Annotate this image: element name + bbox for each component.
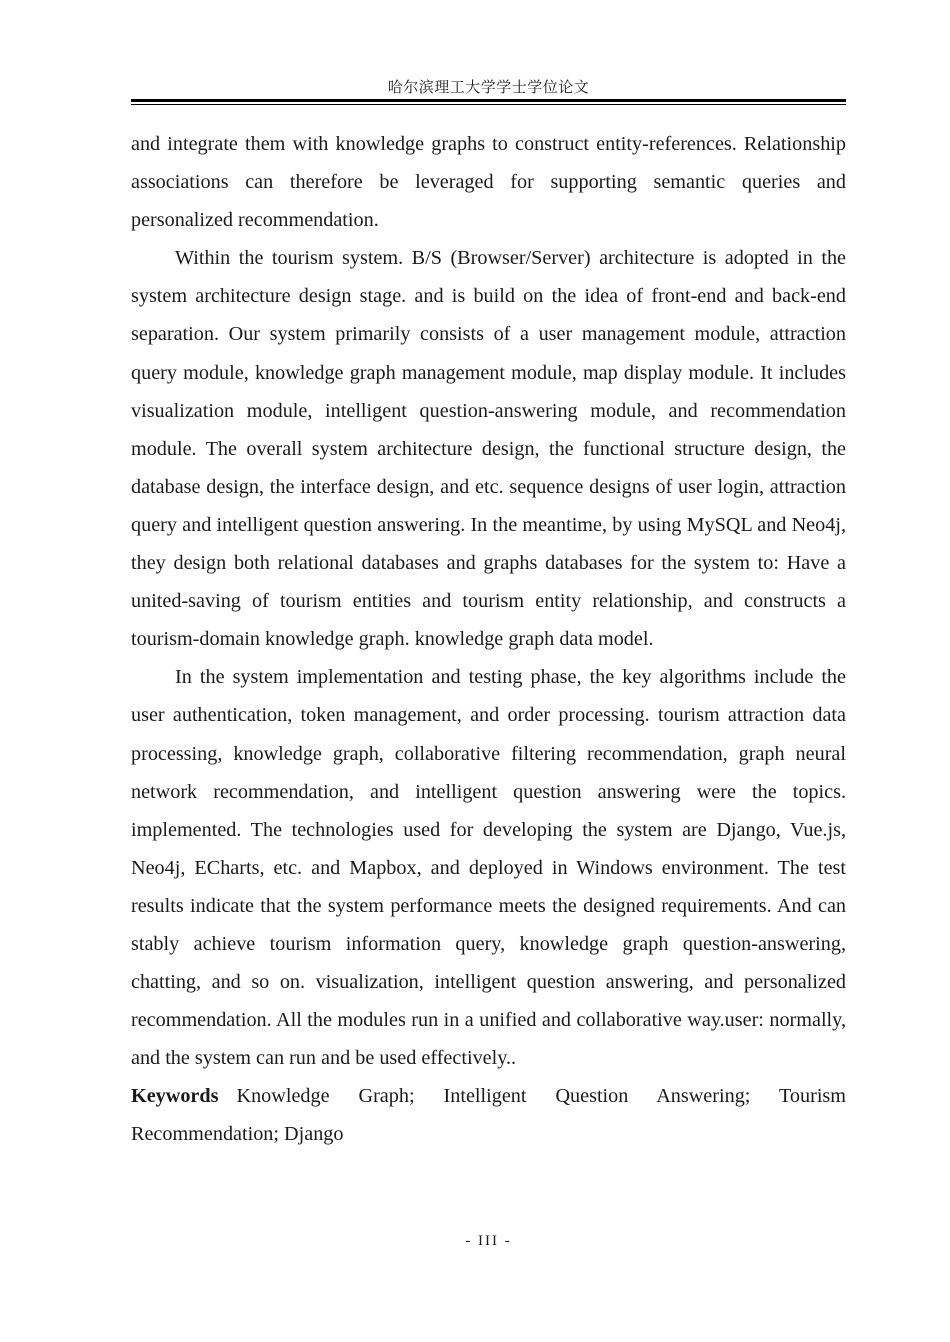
- page-number: - III -: [465, 1233, 512, 1249]
- paragraph-continuation: and integrate them with knowledge graphs to construct entity-references. Relationship associations can therefore be leveraged for supporting semantic queries and personalized recommendation.: [131, 133, 846, 232]
- keywords-label: Keywords: [131, 1085, 219, 1108]
- paragraph-implementation: In the system implementation and testing phase, the key algorithms include the user authentication, token management, and order processing. tourism attraction data processing, knowledge graph, collaborative filtering recommendation, graph neural network recommendation, and intelligent question answering were the topics. implemented. The technologies used for developing the system are Django, Vue.js, Neo4j, ECharts, etc. and Mapbox, and deployed in Windows environment. The test results indicate that the system performance meets the designed requirements. And can stably achieve tourism information query, knowledge graph question-answering, chatting, and so on. visualization, intelligent question answering, and personalized recommendation. All the modules run in a unified and collaborative way.user: normally, and the system can run and be used effectively..: [131, 666, 846, 1070]
- running-header: 哈尔滨理工大学学士学位论文: [387, 80, 590, 96]
- keywords-line: [131, 1077, 846, 1153]
- abstract-body: [131, 125, 846, 1154]
- paragraph-architecture: Within the tourism system. B/S (Browser/Server) architecture is adopted in the system architecture design stage. and is build on the idea of front-end and back-end separation. Our system primarily consists of a user management module, attraction query module, knowledge graph management module, map display module. It includes visualization module, intelligent question-answering module, and recommendation module. The overall system architecture design, the functional structure design, the database design, the interface design, and etc. sequence designs of user login, attraction query and intelligent question answering. In the meantime, by using MySQL and Neo4j, they design both relational databases and graphs databases for the system to: Have a united-saving of tourism entities and tourism entity relationship, and constructs a tourism-domain knowledge graph. knowledge graph data model.: [131, 247, 846, 651]
- header-rule-thick: [131, 99, 846, 102]
- header-rule-thin: [131, 104, 846, 105]
- keywords-text: Knowledge Graph; Intelligent Question Answering; Tourism Recommendation; Django: [131, 1085, 846, 1146]
